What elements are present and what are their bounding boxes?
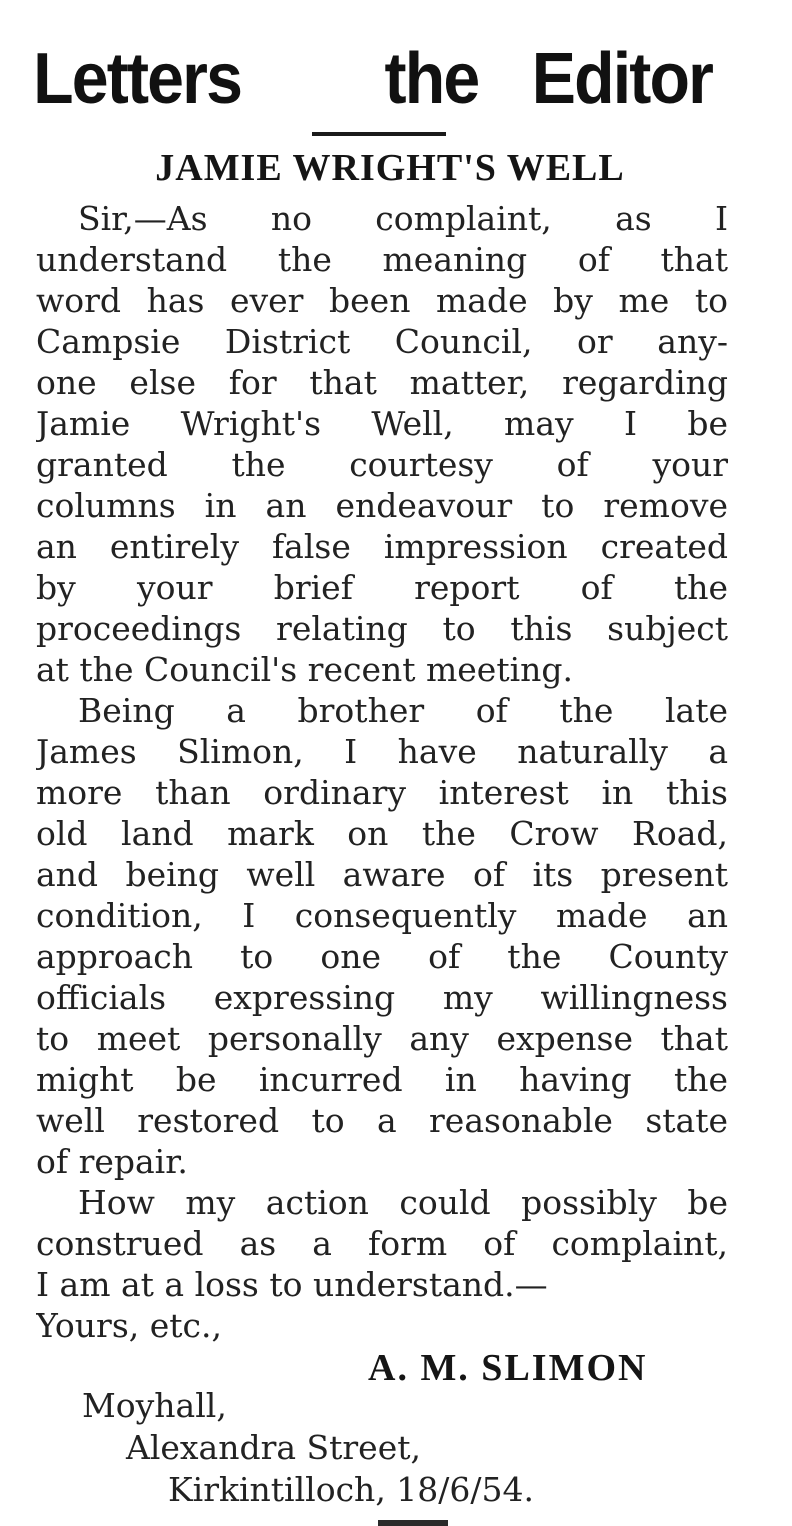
letter-line: condition, I consequently made an bbox=[36, 896, 728, 935]
address-line-2: Alexandra Street, bbox=[126, 1428, 421, 1467]
letter-line: Sir,—As no complaint, as I bbox=[78, 199, 728, 238]
bottom-rule bbox=[378, 1520, 448, 1526]
letter-line: one else for that matter, regarding bbox=[36, 363, 728, 402]
letter-line: Jamie Wright's Well, may I be bbox=[36, 404, 728, 443]
letter-line: How my action could possibly be bbox=[78, 1183, 728, 1222]
letter-body bbox=[36, 198, 728, 1346]
letter-line: more than ordinary interest in this bbox=[36, 773, 728, 812]
letter-line: to meet personally any expense that bbox=[36, 1019, 728, 1058]
address-line-3: Kirkintilloch, 18/6/54. bbox=[168, 1470, 534, 1509]
letter-line: James Slimon, I have naturally a bbox=[36, 732, 728, 771]
section-heading bbox=[0, 28, 729, 128]
letter-line: well restored to a reasonable state bbox=[36, 1101, 728, 1140]
letter-line: and being well aware of its present bbox=[36, 855, 728, 894]
heading-word-the: the bbox=[384, 39, 479, 119]
letter-line: columns in an endeavour to remove bbox=[36, 486, 728, 525]
letter-line: old land mark on the Crow Road, bbox=[36, 814, 728, 853]
letter-line: by your brief report of the bbox=[36, 568, 728, 607]
letter-line: construed as a form of complaint, bbox=[36, 1224, 728, 1263]
letter-line: of repair. bbox=[36, 1142, 188, 1181]
heading-rule bbox=[312, 132, 446, 136]
letter-line: understand the meaning of that bbox=[36, 240, 728, 279]
letter-line: might be incurred in having the bbox=[36, 1060, 728, 1099]
letter-line: approach to one of the County bbox=[36, 937, 728, 976]
letter-line: granted the courtesy of your bbox=[36, 445, 728, 484]
letter-line: at the Council's recent meeting. bbox=[36, 650, 574, 689]
letter-line: proceedings relating to this subject bbox=[36, 609, 728, 648]
letter-line: Campsie District Council, or any- bbox=[36, 322, 728, 361]
heading-word-editor: Editor bbox=[531, 39, 713, 119]
heading-word-letters: Letters bbox=[33, 39, 242, 119]
letter-line: Yours, etc., bbox=[36, 1306, 222, 1345]
letter-line: word has ever been made by me to bbox=[36, 281, 728, 320]
letter-line: I am at a loss to understand.— bbox=[36, 1265, 548, 1304]
letter-line: officials expressing my willingness bbox=[36, 978, 728, 1017]
signature: A. M. SLIMON bbox=[368, 1347, 648, 1389]
letter-line: Being a brother of the late bbox=[78, 691, 728, 730]
address-line-1: Moyhall, bbox=[82, 1386, 227, 1425]
letter-headline: JAMIE WRIGHT'S WELL bbox=[155, 147, 625, 189]
letter-line: an entirely false impression created bbox=[36, 527, 728, 566]
